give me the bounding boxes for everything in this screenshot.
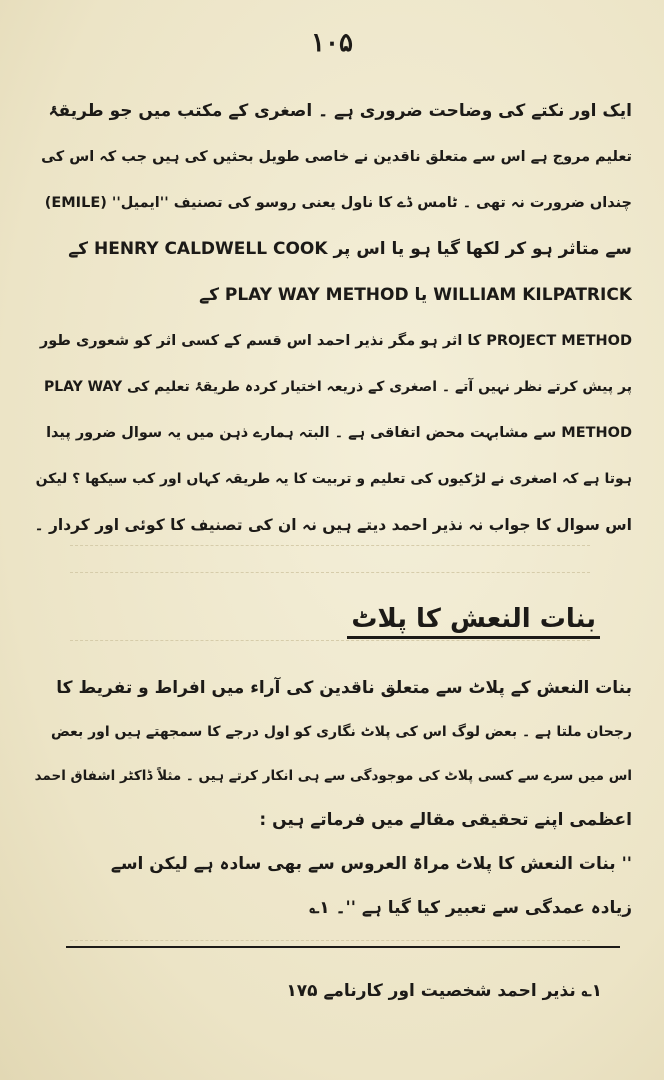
text-line: بنات النعش کے پلاٹ سے متعلق ناقدین کی آراء میں افراط و تفریط کا <box>56 678 632 698</box>
page-number: ۱۰۵ <box>311 28 353 58</box>
text-line: PROJECT METHOD کا اثر ہو مگر نذیر احمد اس قسم کے کسی اثر کو شعوری طور <box>39 333 632 349</box>
text-line: سے متاثر ہو کر لکھا گیا ہو یا اس پر HENRY CALDWELL COOK کے <box>68 239 632 259</box>
text-line: ہوتا ہے کہ اصغری نے لڑکیوں کی تعلیم و تربیت کا یہ طریقہ کہاں اور کب سیکھا ؟ لیکن <box>35 471 632 487</box>
bleed-through-line <box>70 640 590 641</box>
section-heading: بنات النعش کا پلاٹ <box>347 604 600 639</box>
bleed-through-line <box>70 572 590 573</box>
body-paragraph-1 <box>32 88 632 548</box>
bleed-through-line <box>70 940 590 941</box>
body-paragraph-2 <box>32 666 632 930</box>
text-line: اعظمی اپنے تحقیقی مقالے میں فرماتے ہیں : <box>259 810 632 830</box>
quotation-line: '' بنات النعش کا پلاٹ مراۃ العروس سے بھی سادہ ہے لیکن اسے <box>110 854 632 874</box>
text-line: اس میں سرے سے کسی پلاٹ کی موجودگی سے ہی انکار کرتے ہیں ۔ مثلاً ڈاکٹر اشفاق احمد <box>34 768 632 784</box>
text-line: چنداں ضرورت نہ تھی ۔ ٹامس ڈے کا ناول یعنی روسو کی تصنیف ''ایمیل'' (EMILE) <box>44 195 632 211</box>
text-line: WILLIAM KILPATRICK یا PLAY WAY METHOD کے <box>199 285 632 305</box>
text-line: تعلیم مروج ہے اس سے متعلق ناقدین نے خاصی طویل بحثیں کی ہیں جب کہ اس کی <box>41 149 632 165</box>
text-line: اس سوال کا جواب نہ نذیر احمد دیتے ہیں نہ ان کی تصنیف کا کوئی اور کردار ۔ <box>34 516 632 534</box>
quotation-line: زیادہ عمدگی سے تعبیر کیا گیا ہے ''۔ ۱؎ <box>309 898 632 918</box>
text-line: پر پیش کرتے نظر نہیں آتے ۔ اصغری کے ذریعہ اختیار کردہ طریقۂ تعلیم کی PLAY WAY <box>43 379 632 395</box>
text-line: ایک اور نکتے کی وضاحت ضروری ہے ۔ اصغری کے مکتب میں جو طریقۂ <box>48 101 632 121</box>
text-line: METHOD سے مشابہت محض اتفاقی ہے ۔ البتہ ہمارے ذہن میں یہ سوال ضرور پیدا <box>46 425 632 441</box>
footnote: ۱؎ نذیر احمد شخصیت اور کارنامے ۱۷۵ <box>286 981 602 1001</box>
text-line: رجحان ملتا ہے ۔ بعض لوگ اس کی پلاٹ نگاری کو اول درجے کا سمجھتے ہیں اور بعض <box>50 724 632 740</box>
footnote-divider <box>66 946 620 948</box>
